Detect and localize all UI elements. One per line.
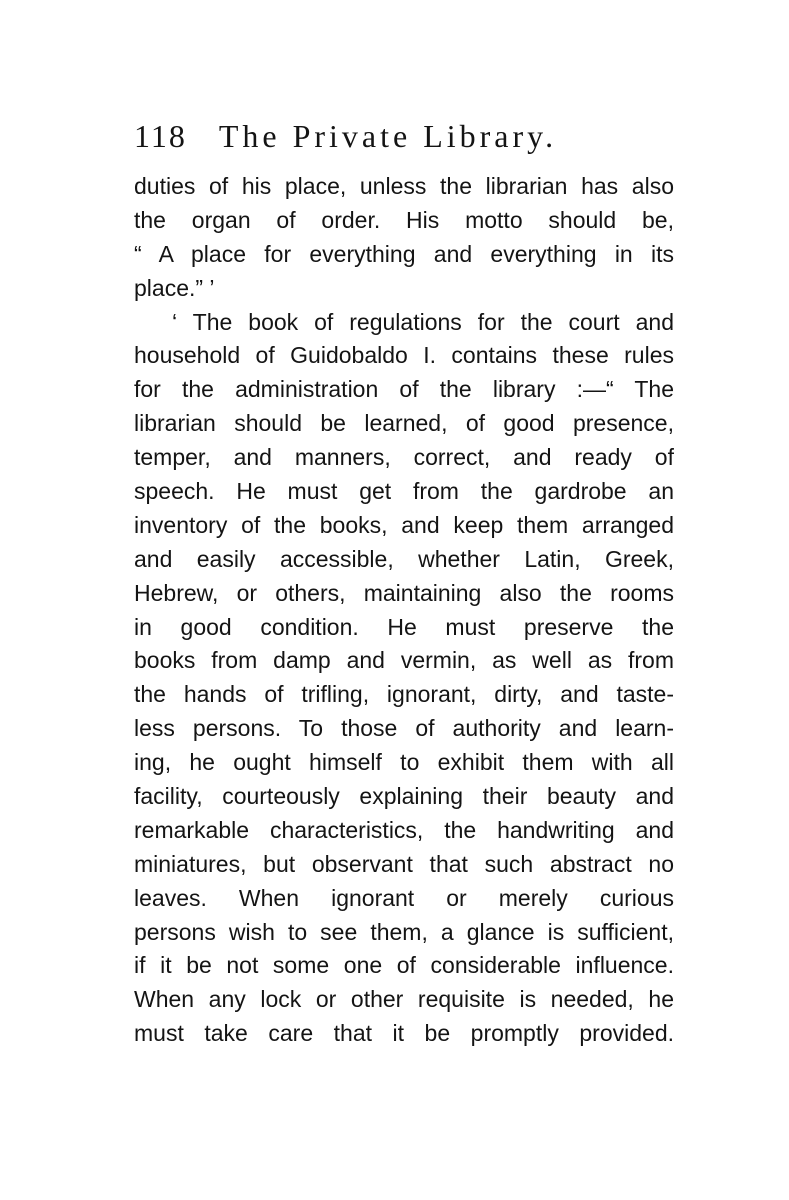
text-line: temper, and manners, correct, and ready of: [134, 444, 674, 471]
text-line: books from damp and vermin, as well as from: [134, 647, 674, 674]
text-line: speech. He must get from the gardrobe an: [134, 478, 674, 505]
text-line: the hands of trifling, ignorant, dirty, and taste-: [134, 681, 674, 708]
text-line: for the administration of the library :—“ The: [134, 376, 674, 403]
text-line: When any lock or other requisite is needed, he: [134, 986, 674, 1013]
text-line: librarian should be learned, of good presence,: [134, 410, 674, 437]
text-line: less persons. To those of authority and learn-: [134, 715, 674, 742]
text-line: and easily accessible, whether Latin, Greek,: [134, 545, 674, 572]
text-line: Hebrew, or others, maintaining also the rooms: [134, 579, 674, 606]
text-line: place.” ’: [134, 274, 215, 301]
page-number: 118: [134, 118, 187, 154]
text-line: facility, courteously explaining their beauty and: [134, 783, 674, 810]
page-header: [134, 116, 557, 156]
text-line: inventory of the books, and keep them arranged: [134, 511, 674, 538]
text-line: must take care that it be promptly provided.: [134, 1020, 674, 1047]
text-line: leaves. When ignorant or merely curious: [134, 884, 674, 911]
text-line: persons wish to see them, a glance is sufficient,: [134, 918, 674, 945]
text-line: the organ of order. His motto should be,: [134, 206, 674, 233]
text-line: ing, he ought himself to exhibit them with all: [134, 749, 674, 776]
running-title: The Private Library.: [218, 118, 558, 154]
text-line: miniatures, but observant that such abstract no: [134, 850, 674, 877]
text-line: if it be not some one of considerable influence.: [134, 952, 674, 979]
text-line: remarkable characteristics, the handwriting and: [134, 816, 674, 843]
paragraph-first-line: ‘ The book of regulations for the court and: [172, 308, 674, 335]
body-text: [134, 170, 674, 1051]
text-line: household of Guidobaldo I. contains these rules: [134, 342, 674, 369]
text-line: “ A place for everything and everything in its: [134, 240, 674, 267]
text-line: in good condition. He must preserve the: [134, 613, 674, 640]
text-line: duties of his place, unless the librarian has also: [134, 173, 674, 199]
